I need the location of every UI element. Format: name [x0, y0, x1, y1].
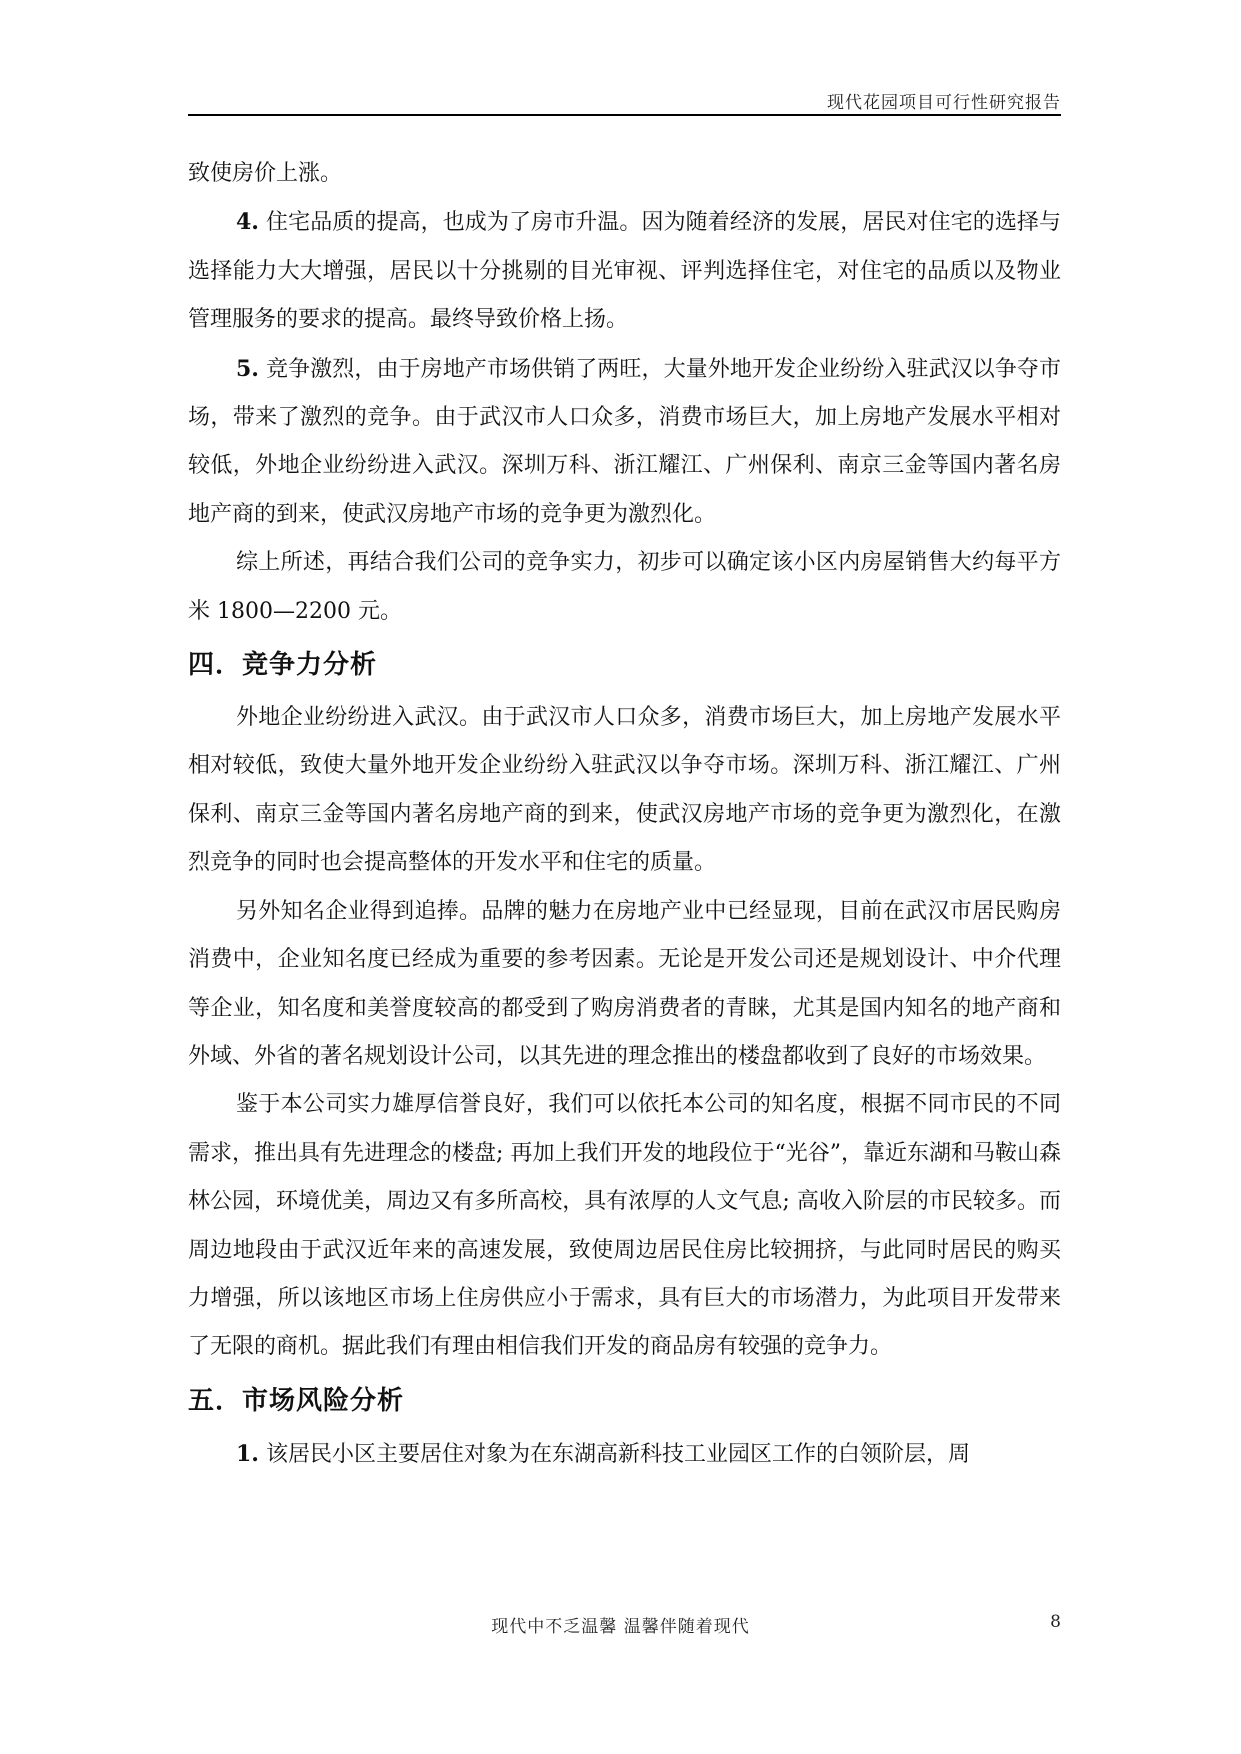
item-number: 4. [236, 209, 259, 236]
paragraph-item-5 [188, 345, 1061, 540]
item-text: 该居民小区主要居住对象为在东湖高新科技工业园区工作的白领阶层，周 [258, 1441, 970, 1467]
page-number: 8 [1050, 1612, 1061, 1632]
running-header-title: 现代花园项目可行性研究报告 [827, 93, 1061, 113]
item-text: 竞争激烈，由于房地产市场供销了两旺，大量外地开发企业纷纷入驻武汉以争夺市场，带来了激烈的竞争。由于武汉市人口众多，消费市场巨大，加上房地产发展水平相对较低，外地企业纷纷进入武汉。深圳万科、浙江耀江、广州保利、南京三金等国内著名房地产商的到来，使武汉房地产市场的竞争更为激烈化。 [188, 356, 1061, 527]
header-rule [188, 114, 1061, 116]
section-heading-market-risk: 五．市场风险分析 [188, 1385, 405, 1416]
footer-motto: 现代中不乏温馨 温馨伴随着现代 [491, 1617, 750, 1637]
risk-paragraph-1 [188, 1430, 1061, 1479]
continued-paragraph: 致使房价上涨。 [188, 161, 343, 186]
competition-paragraph-1: 外地企业纷纷进入武汉。由于武汉市人口众多，消费市场巨大，加上房地产发展水平相对较低，致使大量外地开发企业纷纷入驻武汉以争夺市场。深圳万科、浙江耀江、广州保利、南京三金等国内著名房地产商的到来，使武汉房地产市场的竞争更为激烈化，在激烈竞争的同时也会提高整体的开发水平和住宅的质量。 [188, 705, 1061, 876]
section-heading-competitiveness: 四．竞争力分析 [188, 650, 378, 681]
page-body [188, 150, 1061, 1479]
summary-paragraph: 综上所述，再结合我们公司的竞争实力，初步可以确定该小区内房屋销售大约每平方米 1800—2200 元。 [188, 550, 1061, 624]
competition-paragraph-2: 另外知名企业得到追捧。品牌的魅力在房地产业中已经显现，目前在武汉市居民购房消费中，企业知名度已经成为重要的参考因素。无论是开发公司还是规划设计、中介代理等企业，知名度和美誉度较高的都受到了购房消费者的青睐，尤其是国内知名的地产商和外域、外省的著名规划设计公司，以其先进的理念推出的楼盘都收到了良好的市场效果。 [188, 898, 1061, 1069]
paragraph-item-4 [188, 198, 1061, 344]
item-number: 5. [236, 355, 259, 382]
competition-paragraph-3: 鉴于本公司实力雄厚信誉良好，我们可以依托本公司的知名度，根据不同市民的不同需求，推出具有先进理念的楼盘; 再加上我们开发的地段位于“光谷”，靠近东湖和马鞍山森林公园，环境优美，周边又有多所高校，具有浓厚的人文气息; 高收入阶层的市民较多。而周边地段由于武汉近年来的高速发展，致使周边居民住房比较拥挤，与此同时居民的购买力增强，所以该地区市场上住房供应小于需求，具有巨大的市场潜力，为此项目开发带来了无限的商机。据此我们有理由相信我们开发的商品房有较强的竞争力。 [188, 1092, 1061, 1360]
item-text: 住宅品质的提高，也成为了房市升温。因为随着经济的发展，居民对住宅的选择与选择能力大大增强，居民以十分挑剔的目光审视、评判选择住宅，对住宅的品质以及物业管理服务的要求的提高。最终导致价格上扬。 [188, 210, 1061, 333]
item-number: 1. [236, 1440, 259, 1467]
